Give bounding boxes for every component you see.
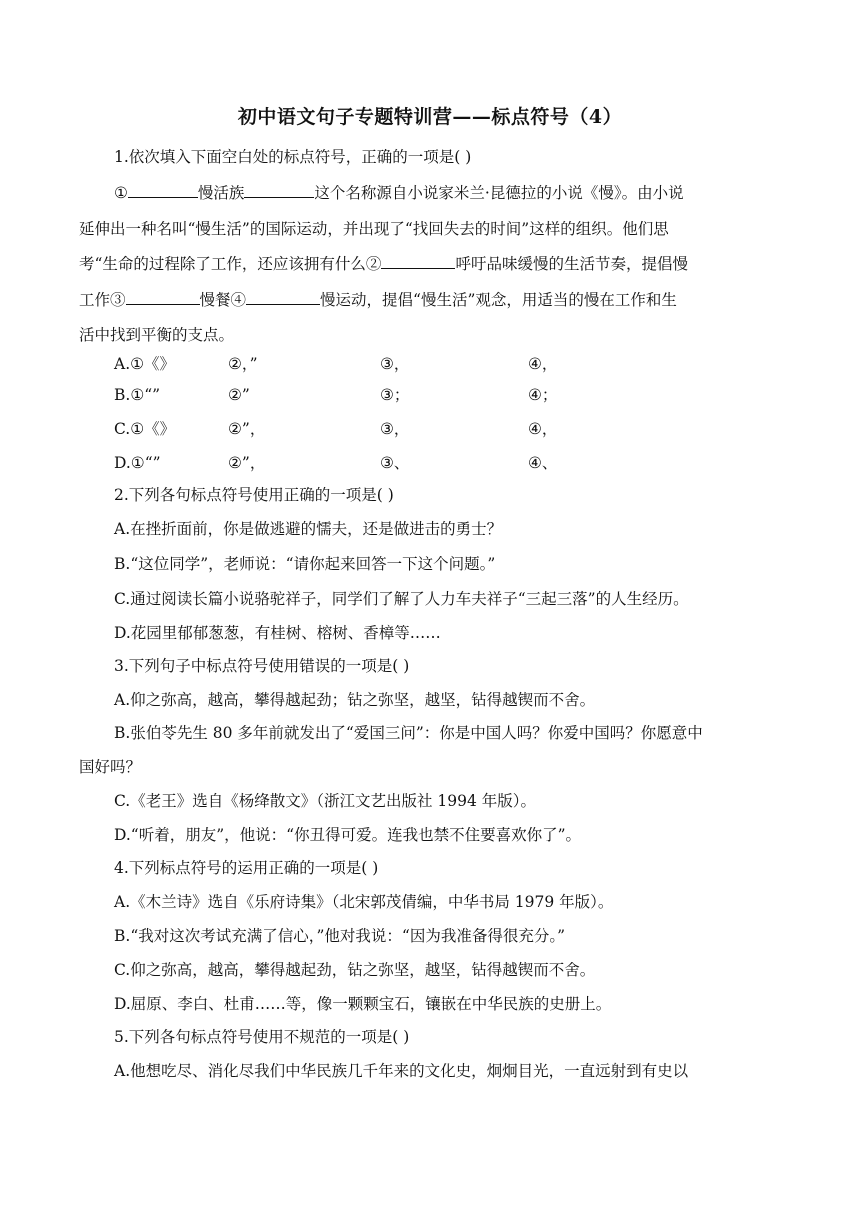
option-mark-3: ③， bbox=[380, 420, 410, 438]
passage-text: ① bbox=[114, 184, 128, 202]
question-1-option-d[interactable] bbox=[114, 453, 594, 473]
question-1-passage-line-5: 活中找到平衡的支点。 bbox=[79, 326, 235, 344]
option-mark-4: ④； bbox=[528, 386, 558, 404]
option-mark-3: ③； bbox=[380, 386, 410, 404]
question-1-option-a[interactable] bbox=[114, 354, 594, 374]
question-4-option-c[interactable]: C.仰之弥高，越高，攀得越起劲，钻之弥坚，越坚，钻得越锲而不舍。 bbox=[114, 961, 596, 979]
question-2-option-c[interactable]: C.通过阅读长篇小说骆驼祥子，同学们了解了人力车夫祥子“三起三落”的人生经历。 bbox=[114, 590, 689, 608]
fill-blank[interactable] bbox=[128, 183, 198, 198]
question-1-option-b[interactable] bbox=[114, 385, 594, 405]
question-5-stem: 5.下列各句标点符号使用不规范的一项是( ) bbox=[114, 1028, 410, 1046]
question-1-passage-line-2: 延伸出一种名叫“慢生活”的国际运动，并出现了“找回失去的时间”这样的组织。他们思 bbox=[79, 220, 669, 238]
question-4-option-b[interactable]: B.“我对这次考试充满了信心，”他对我说：“因为我准备得很充分。” bbox=[114, 927, 566, 945]
page-title: 初中语文句子专题特训营——标点符号（4） bbox=[237, 106, 623, 128]
question-2-option-a[interactable]: A.在挫折面前，你是做逃避的懦夫，还是做进击的勇士？ bbox=[114, 520, 503, 538]
option-mark-4: ④， bbox=[528, 355, 558, 373]
question-2-option-d[interactable]: D.花园里郁郁葱葱，有桂树、榕树、香樟等…… bbox=[114, 624, 441, 642]
option-label: C.①《》 bbox=[114, 420, 176, 438]
option-mark-4: ④、 bbox=[528, 454, 558, 472]
question-3-option-b[interactable]: B.张伯苓先生 80 多年前就发出了“爱国三问”：你是中国人吗？你爱中国吗？你愿意中 bbox=[114, 724, 703, 742]
option-label: B.①“” bbox=[114, 386, 161, 404]
question-5-option-a[interactable]: A.他想吃尽、消化尽我们中华民族几千年来的文化史，炯炯目光，一直远射到有史以 bbox=[114, 1062, 689, 1080]
question-1-passage-line-1 bbox=[114, 183, 684, 203]
option-mark-2: ②”， bbox=[228, 454, 266, 472]
fill-blank[interactable] bbox=[126, 290, 200, 305]
option-mark-2: ②” bbox=[228, 386, 250, 404]
passage-text: 考“生命的过程除了工作，还应该拥有什么② bbox=[79, 255, 382, 273]
question-2-stem: 2.下列各句标点符号使用正确的一项是( ) bbox=[114, 486, 394, 504]
passage-text: 这个名称源自小说家米兰·昆德拉的小说《慢》。由小说 bbox=[314, 184, 684, 202]
passage-text: 工作③ bbox=[79, 291, 126, 309]
option-mark-3: ③、 bbox=[380, 454, 410, 472]
question-3-option-a[interactable]: A.仰之弥高，越高，攀得越起劲；钻之弥坚，越坚，钻得越锲而不舍。 bbox=[114, 691, 596, 709]
option-label: A.①《》 bbox=[114, 355, 176, 373]
option-label: D.①“” bbox=[114, 454, 161, 472]
question-1-option-c[interactable] bbox=[114, 419, 594, 439]
option-mark-2: ②”， bbox=[228, 420, 266, 438]
question-2-option-b[interactable]: B.“这位同学”，老师说：“请你起来回答一下这个问题。” bbox=[114, 555, 496, 573]
passage-text: 慢运动，提倡“慢生活”观念，用适当的慢在工作和生 bbox=[320, 291, 677, 309]
question-3-stem: 3.下列句子中标点符号使用错误的一项是( ) bbox=[114, 657, 410, 675]
fill-blank[interactable] bbox=[244, 183, 314, 198]
option-mark-2: ②，” bbox=[228, 355, 258, 373]
passage-text: 慢餐④ bbox=[199, 291, 247, 309]
option-mark-3: ③， bbox=[380, 355, 410, 373]
passage-text: 慢活族 bbox=[197, 184, 245, 202]
question-3-option-b-continued: 国好吗？ bbox=[79, 758, 142, 776]
question-4-option-d[interactable]: D.屈原、李白、杜甫……等，像一颗颗宝石，镶嵌在中华民族的史册上。 bbox=[114, 995, 612, 1013]
question-1-passage-line-3 bbox=[79, 254, 688, 274]
fill-blank[interactable] bbox=[381, 254, 455, 269]
question-3-option-c[interactable]: C.《老王》选自《杨绛散文》（浙江文艺出版社 1994 年版）。 bbox=[114, 792, 537, 810]
option-mark-4: ④， bbox=[528, 420, 558, 438]
question-1-stem: 1.依次填入下面空白处的标点符号，正确的一项是( ) bbox=[114, 148, 472, 166]
question-4-option-a[interactable]: A.《木兰诗》选自《乐府诗集》（北宋郭茂倩编，中华书局 1979 年版）。 bbox=[114, 893, 614, 911]
question-4-stem: 4.下列标点符号的运用正确的一项是( ) bbox=[114, 859, 379, 877]
question-1-passage-line-4 bbox=[79, 290, 677, 310]
question-3-option-d[interactable]: D.“听着，朋友”，他说：“你丑得可爱。连我也禁不住要喜欢你了”。 bbox=[114, 826, 582, 844]
fill-blank[interactable] bbox=[246, 290, 320, 305]
passage-text: 呼吁品味缓慢的生活节奏，提倡慢 bbox=[455, 255, 688, 273]
